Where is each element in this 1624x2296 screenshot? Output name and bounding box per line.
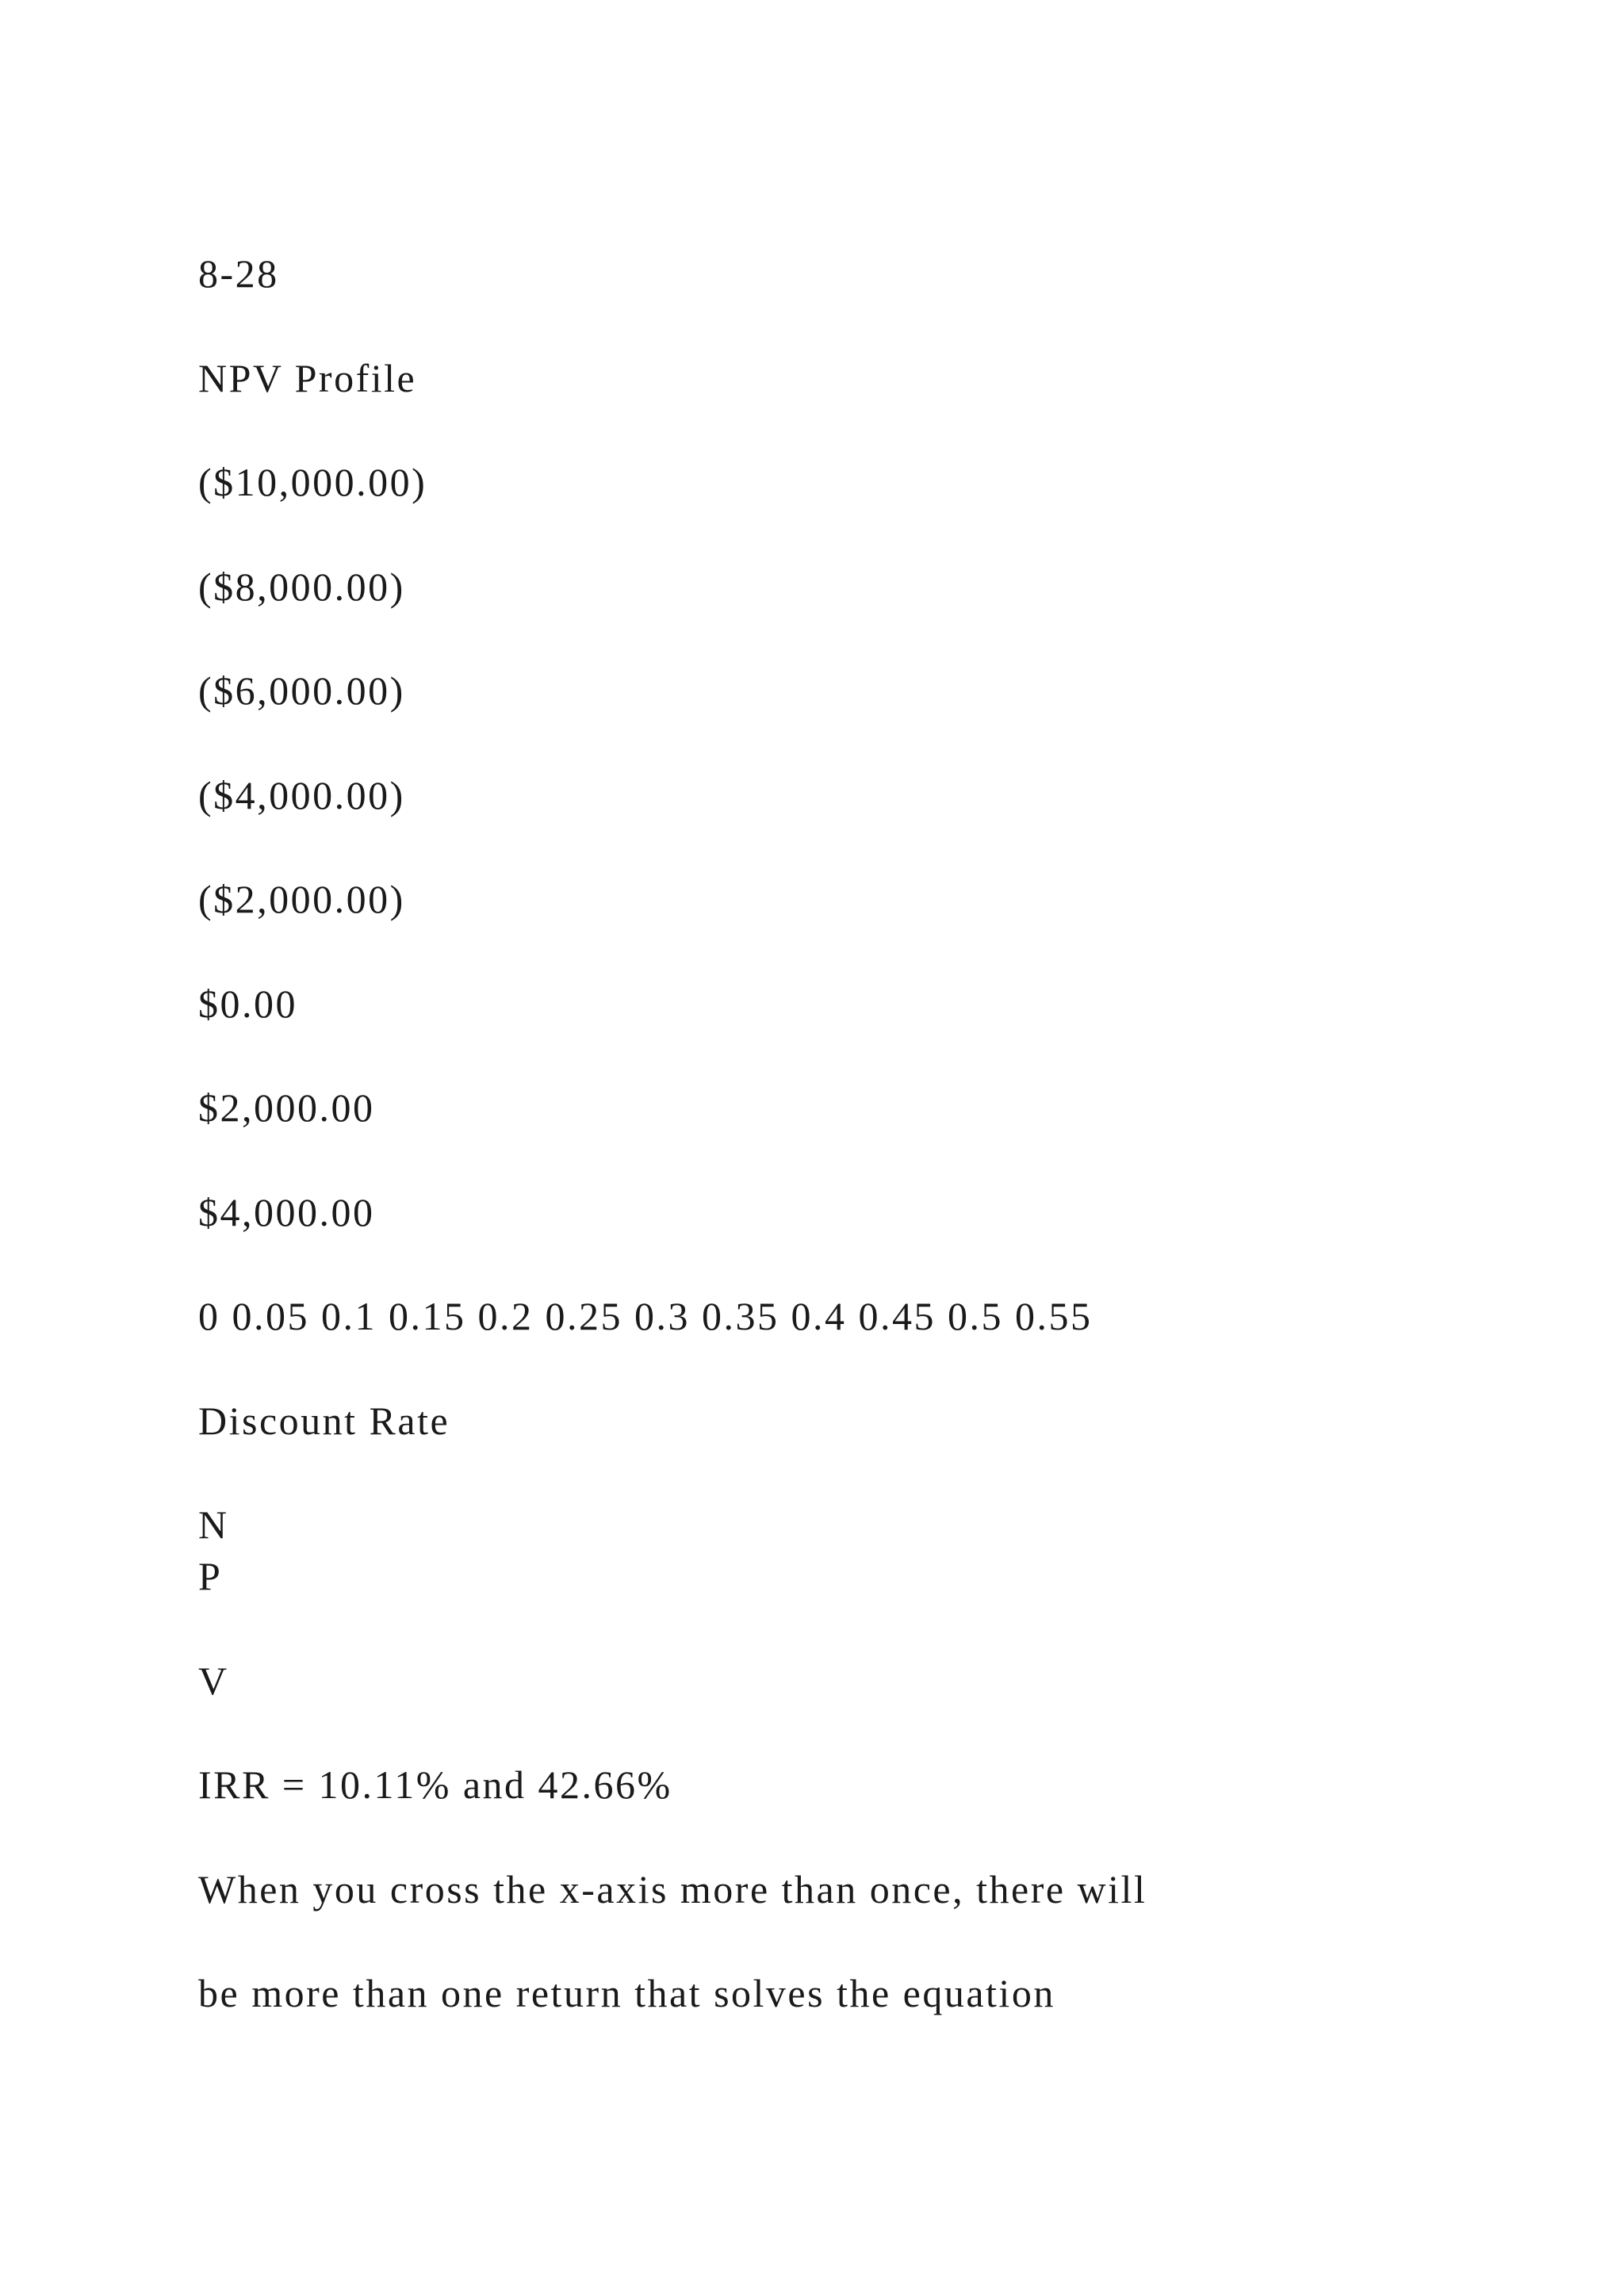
y-axis-label-letter: V [198,1659,229,1703]
y-tick-label: ($8,000.00) [198,564,405,609]
note-line: When you cross the x-axis more than once, there will [198,1867,1147,1911]
y-axis-label-letter: P [198,1554,223,1598]
x-axis-label: Discount Rate [198,1399,450,1443]
y-tick-label: ($2,000.00) [198,877,405,921]
y-tick-label: ($4,000.00) [198,773,405,817]
note-line: be more than one return that solves the equation [198,1971,1055,2015]
y-tick-label: $4,000.00 [198,1190,375,1234]
y-axis-label-letter: N [198,1502,229,1547]
y-tick-label: ($10,000.00) [198,460,427,504]
y-tick-label: $0.00 [198,982,297,1026]
slide-number: 8-28 [198,251,279,296]
y-tick-label: $2,000.00 [198,1085,375,1130]
irr-statement: IRR = 10.11% and 42.66% [198,1762,672,1807]
x-tick-labels: 0 0.05 0.1 0.15 0.2 0.25 0.3 0.35 0.4 0.45 0.5 0.55 [198,1294,1093,1338]
chart-title: NPV Profile [198,356,417,400]
y-tick-label: ($6,000.00) [198,668,405,713]
